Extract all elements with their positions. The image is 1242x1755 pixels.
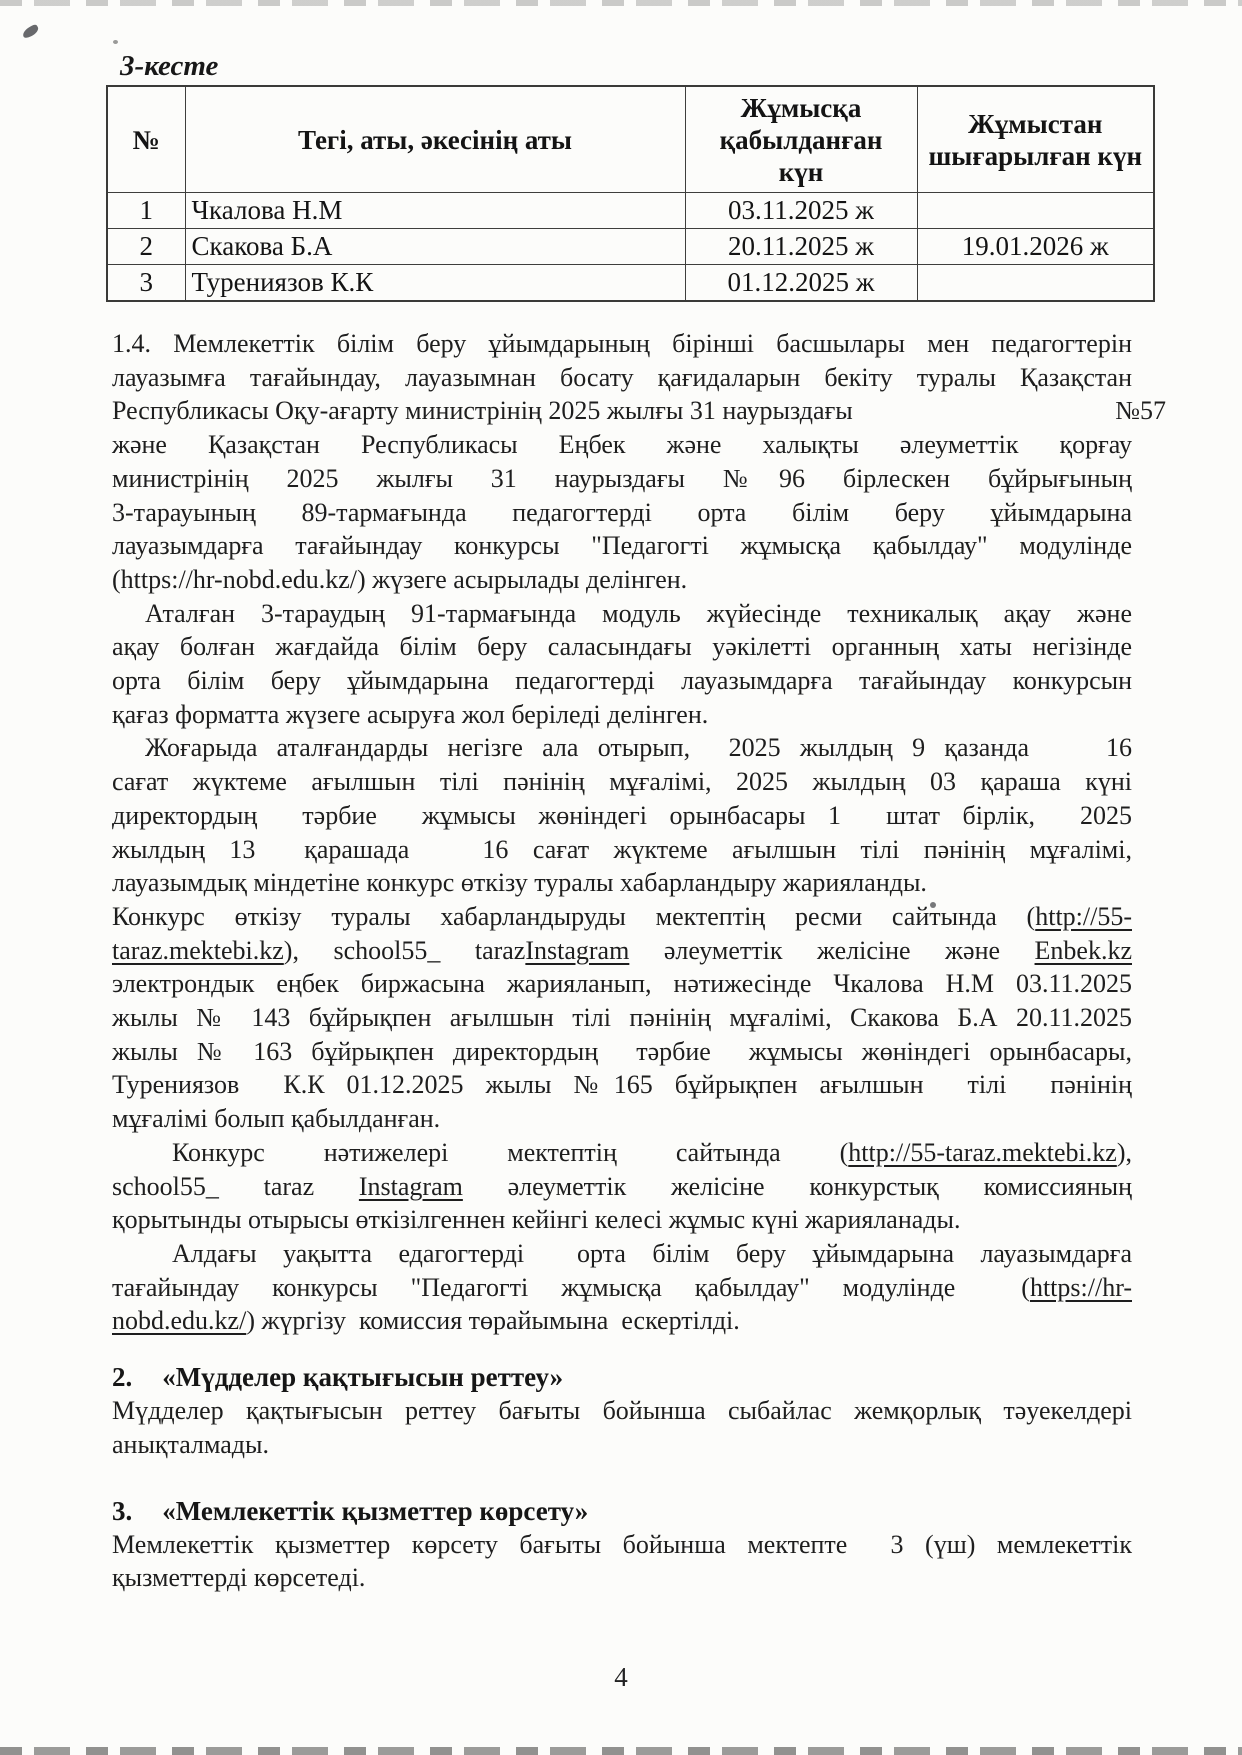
text-line: [112, 1001, 1132, 1035]
text-segment: қағаз форматта жүзеге асыруға жол беріледі делінген.: [112, 699, 709, 729]
url-text: Instagram: [525, 935, 630, 965]
text-segment: лауазымдық міндетіне конкурс өткізу туралы хабарландыру жарияланды.: [112, 868, 927, 898]
para-konkurs-otkizu: [112, 900, 1132, 1136]
text-line: [112, 1068, 1132, 1102]
text-segment: қорытынды отырысы өткізілгеннен кейінгі келесі жұмыс күні жарияланады.: [112, 1205, 961, 1235]
staff-table-body: [107, 193, 1154, 302]
text-segment: директордың тәрбие жұмысы жөніндегі орынбасары 1 штат бірлік, 2025: [112, 800, 1132, 830]
text-segment: әлеуметтік желісіне және: [629, 935, 1035, 965]
heading-number: 3.: [112, 1495, 133, 1526]
text-segment: жылдың 13 қарашада 16 сағат жүктеме ағылшын тілі пәнінің мұғалімі,: [112, 834, 1132, 864]
url-text: nobd.edu.kz/: [112, 1306, 247, 1336]
text-line: [112, 563, 1132, 597]
table-header-cell: №: [107, 86, 185, 193]
text-segment: орта білім беру ұйымдарына педагогтерді лауазымдарға тағайындау конкурсын: [112, 666, 1132, 696]
text-segment: лауазымға тағайындау, лауазымнан босату қағидаларын бекіту туралы Қазақстан: [112, 362, 1132, 392]
document-body: [112, 327, 1166, 1595]
text-segment: мұғалімі болып қабылданған.: [112, 1104, 441, 1134]
text-line: [112, 934, 1132, 968]
staff-table: [106, 85, 1155, 302]
text-line: [112, 833, 1132, 867]
text-line: [112, 1394, 1132, 1428]
url-text: Enbek.kz: [1034, 935, 1132, 965]
table-cell: 2: [107, 229, 185, 265]
para-memlekettik: [112, 1528, 1132, 1595]
text-segment: электрондык еңбек биржасына жарияланып, нәтижесінде Чкалова Н.М 03.11.2025: [112, 969, 1132, 999]
text-segment: жылы № 143 бұйрықпен ағылшын тілі пәнінің мұғалімі, Скакова Б.А 20.11.2025: [112, 1003, 1132, 1033]
text-line: [112, 630, 1132, 664]
text-segment: Мемлекеттік қызметтер көрсету бағыты бойынша мектепте 3 (үш) мемлекеттік: [112, 1529, 1132, 1559]
table-cell: 03.11.2025 ж: [685, 193, 917, 229]
text-line: [112, 462, 1132, 496]
heading-label: «Мемлекеттік қызметтер көрсету»: [162, 1495, 589, 1526]
section-2-heading: [112, 1360, 1132, 1394]
para-zhogaryda: [112, 731, 1132, 900]
page-number: 4: [614, 1662, 628, 1692]
text-segment: 3-тарауының 89-тармағында педагогтерді орта білім беру ұйымдарына: [112, 497, 1132, 527]
text-line: [112, 1170, 1132, 1204]
text-segment: анықталмады.: [112, 1429, 269, 1459]
text-line: [112, 799, 1132, 833]
para-1-4: [112, 327, 1166, 597]
text-segment: Конкурс өткізу туралы хабарландыруды мектептің ресми сайтында (: [112, 901, 1036, 931]
text-segment: ақау болған жағдайда білім беру саласындағы уәкілетті органның хаты негізінде: [112, 632, 1132, 662]
table-header-cell: Жұмыстан шығарылған күн: [917, 86, 1154, 193]
table-cell: 19.01.2026 ж: [917, 229, 1154, 265]
text-segment: әлеуметтік желісіне конкурстық комиссияның: [462, 1171, 1132, 1201]
text-line: [112, 529, 1132, 563]
text-line: [112, 1035, 1132, 1069]
text-line: [112, 698, 1132, 732]
text-segment: №57: [1115, 396, 1166, 426]
url-text: http://55-taraz.mektebi.kz: [848, 1137, 1117, 1167]
url-text: https://hr-: [1029, 1272, 1132, 1302]
table-row: [107, 229, 1154, 265]
text-line: [112, 1561, 1132, 1595]
text-line: [112, 394, 1166, 428]
text-line: [112, 1428, 1132, 1462]
text-line: [112, 597, 1132, 631]
text-segment: Жоғарыда аталғандарды негізге ала отырып, 2025 жылдың 9 қазанда 16: [145, 733, 1132, 763]
url-text: http://55-: [1035, 901, 1132, 931]
text-segment: министрінің 2025 жылғы 31 наурыздағы №96 бірлескен бұйрығының: [112, 463, 1132, 493]
staff-table-header: [107, 86, 1154, 193]
para-aldagy: [112, 1237, 1132, 1338]
heading-number: 2.: [112, 1362, 133, 1393]
scan-artifact-dot: [113, 40, 118, 44]
text-segment: сағат жүктеме ағылшын тілі пәнінің мұғалімі, 2025 жылдың 03 қараша күні: [112, 767, 1132, 797]
text-line: [112, 428, 1132, 462]
text-line: [112, 1528, 1132, 1562]
table-cell: 01.12.2025 ж: [685, 265, 917, 302]
text-line: [112, 361, 1132, 395]
table-cell: 3: [107, 265, 185, 302]
text-line: [112, 664, 1132, 698]
table-header-row: [107, 86, 1154, 193]
text-segment: тағайындау конкурсы "Педагогті жұмысқа қабылдау" модулінде (: [112, 1272, 1030, 1302]
text-line: [112, 765, 1132, 799]
url-text: Instagram: [358, 1171, 463, 1201]
text-segment: 1.4. Мемлекеттік білім беру ұйымдарының бірінші басшылары мен педагогтерін: [112, 329, 1132, 358]
table-cell: [917, 193, 1154, 229]
table-row: [107, 265, 1154, 302]
table-header-cell: Тегі, аты, әкесінің аты: [185, 86, 685, 193]
text-segment: Алдағы уақытта едагогтерді орта білім беру ұйымдарына лауазымдарға: [172, 1238, 1132, 1268]
text-line: [112, 900, 1132, 934]
text-line: [112, 731, 1132, 765]
text-segment: (https://hr-nobd.edu.kz/) жүзеге асырылады делінген.: [112, 564, 688, 594]
table-cell: [917, 265, 1154, 302]
para-muddeler: [112, 1394, 1132, 1461]
text-segment: Конкурс нәтижелері мектептің сайтында (: [172, 1137, 849, 1167]
scan-artifact-top-edge: [0, 0, 1242, 6]
text-segment: ) жүргізу комиссия төрайымына ескертілді.: [246, 1306, 740, 1336]
scan-artifact-bottom-edge: [0, 1747, 1242, 1755]
text-segment: және Қазақстан Республикасы Еңбек және халықты әлеуметтік қорғау: [112, 430, 1132, 460]
url-text: taraz.mektebi.kz: [112, 935, 284, 965]
table-caption: 3-кесте: [120, 50, 219, 82]
text-segment: лауазымдарға тағайындау конкурсы "Педагогті жұмысқа қабылдау" модулінде: [112, 531, 1132, 561]
text-segment: Аталған 3-тараудың 91-тармағында модуль жүйесінде техникалық ақау және: [145, 598, 1132, 628]
text-line: [112, 327, 1132, 361]
table-cell: 20.11.2025 ж: [685, 229, 917, 265]
text-line: [112, 1203, 1132, 1237]
para-atalgan: [112, 597, 1132, 732]
text-line: [112, 1102, 1132, 1136]
text-segment: қызметтерді көрсетеді.: [112, 1563, 366, 1593]
section-3-heading: [112, 1494, 1132, 1528]
text-segment: Мүдделер қақтығысын реттеу бағыты бойынша сыбайлас жемқорлық тәуекелдері: [112, 1396, 1132, 1426]
table-header-cell: Жұмысқа қабылданған күн: [685, 86, 917, 193]
text-line: [112, 1304, 1132, 1338]
scan-artifact-pen-mark: [21, 24, 40, 40]
table-cell: Чкалова Н.М: [185, 193, 685, 229]
table-cell: 1: [107, 193, 185, 229]
text-line: [112, 1136, 1132, 1170]
text-line: [112, 866, 1132, 900]
table-cell: Скакова Б.А: [185, 229, 685, 265]
table-row: [107, 193, 1154, 229]
text-segment: жылы № 163 бұйрықпен директордың тәрбие жұмысы жөніндегі орынбасары,: [112, 1036, 1132, 1066]
text-segment: ), school55_ taraz: [283, 935, 526, 965]
text-line: [112, 1271, 1132, 1305]
text-line: [112, 496, 1132, 530]
para-konkurs-natizheleri: [112, 1136, 1132, 1237]
text-line: [112, 1237, 1132, 1271]
text-segment: ),: [1116, 1137, 1132, 1167]
text-segment: school55_ taraz: [112, 1171, 359, 1201]
heading-label: «Мүдделер қақтығысын реттеу»: [162, 1362, 564, 1393]
table-cell: Турениязов К.К: [185, 265, 685, 302]
text-line: [112, 967, 1132, 1001]
text-segment: Республикасы Оқу-ағарту министрінің 2025 жылғы 31 наурыздағы: [112, 396, 853, 426]
text-segment: Турениязов К.К 01.12.2025 жылы №165 бұйрықпен ағылшын тілі пәнінің: [112, 1070, 1132, 1100]
